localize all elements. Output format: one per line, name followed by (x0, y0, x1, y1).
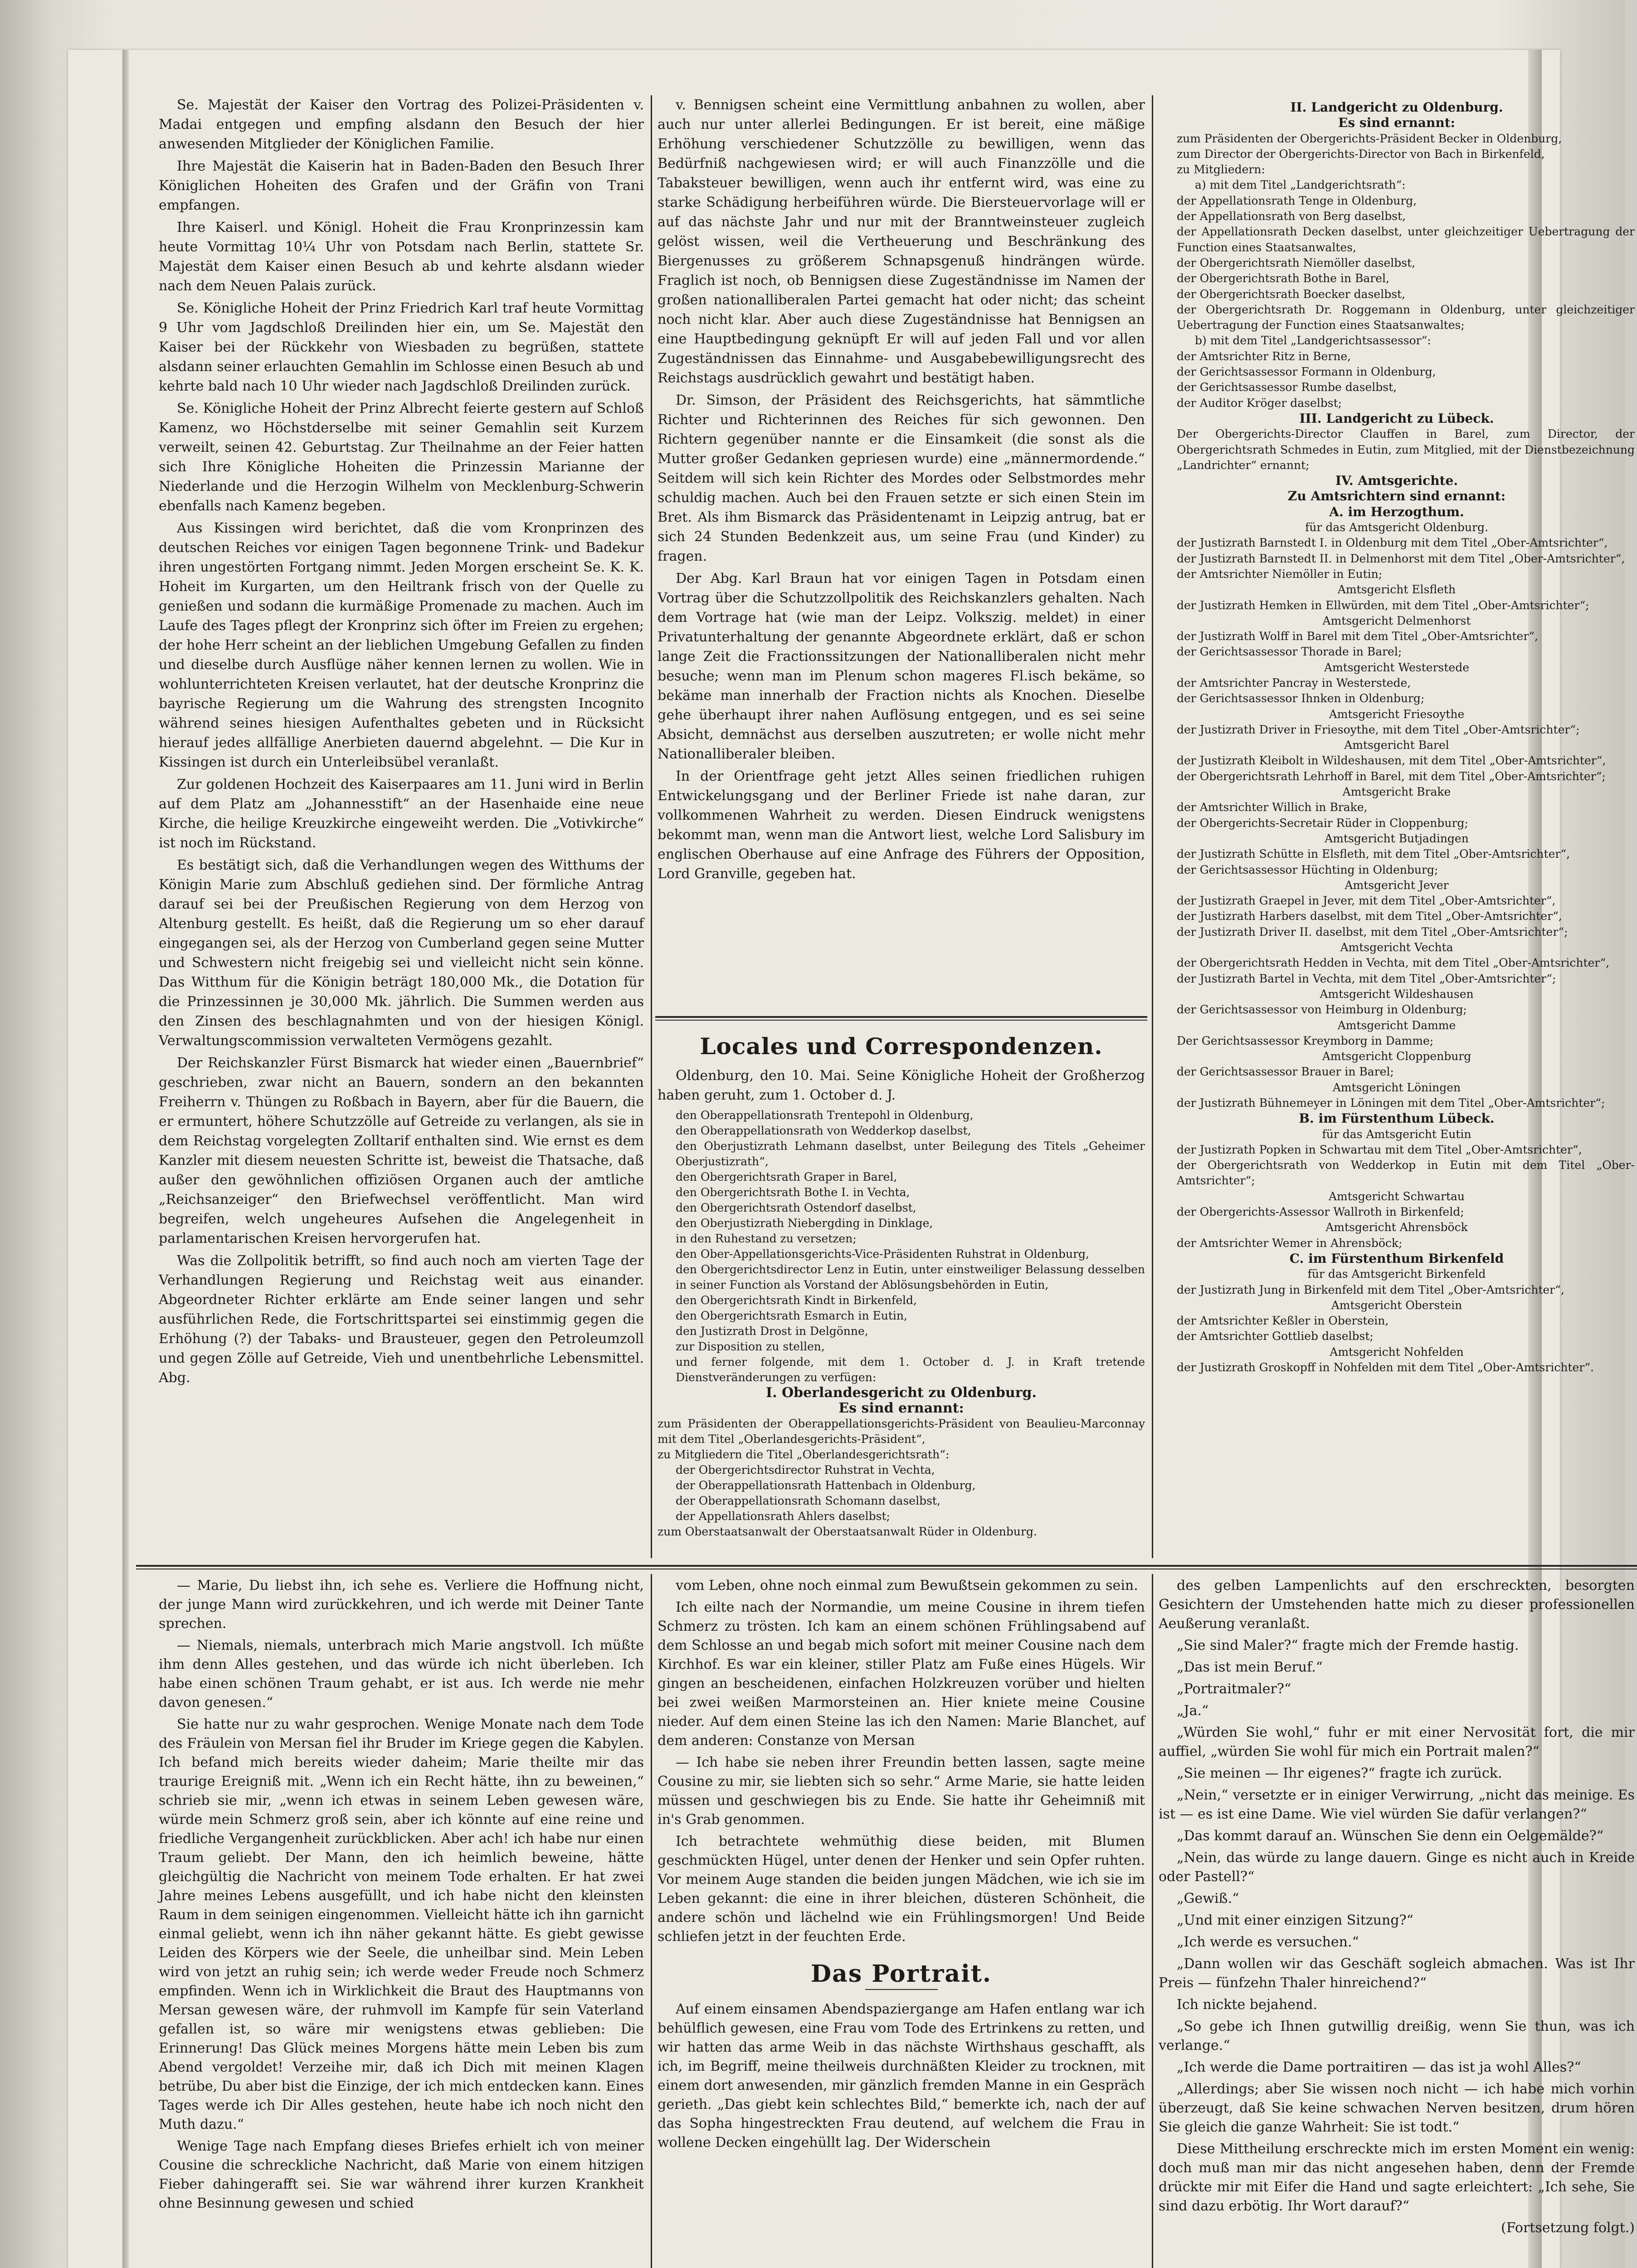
news-paragraph: Der Reichskanzler Fürst Bismarck hat wieder einen „Bauernbrief“ geschrieben, zwar nicht an Bauern, sondern an den bekannten Freiherrn v. Thüngen zu Roßbach in Bayern, aber für die Bauern, die er ermuntert, höhere Schutzzölle auf Getreide zu verlangen, als sie in dem Reichstag vorgelegten Zolltarif enthalten sind. Wie ernst es dem Kanzler mit diesem neuesten Schritte ist, beweist die Thatsache, daß außer den gewöhnlichen offiziösen Organen auch der amtliche „Reichsanzeiger“ den Briefwechsel veröffentlicht. Man wird begreifen, welch ungeheures Aufsehen die Angelegenheit in parlamentarischen Kreisen hervorgerufen hat. (159, 1055, 644, 1246)
feuilleton-paragraph: „Das ist mein Beruf.“ (1177, 1659, 1323, 1675)
appointment-line: Amtsgericht Jever (1345, 878, 1449, 892)
appointment-line: den Obergerichtsrath Bothe I. in Vechta, (676, 1186, 910, 1199)
appointment-line: der Oberappellationsrath Hattenbach in Oldenburg, (676, 1479, 976, 1492)
feuilleton-paragraph: — Ich habe sie neben ihrer Freundin betten lassen, sagte meine Cousine zu mir, sie liebten sich so sehr.“ Arme Marie, sie hatte leiden müssen und geschwiegen bis zu Ende. Sie hatte ihr Geheimniß mit in's Grab genommen. (658, 1755, 1145, 1828)
appointment-line: der Obergerichts-Assessor Wallroth in Birkenfeld; (1177, 1205, 1464, 1219)
news-paragraph: Se. Königliche Hoheit der Prinz Albrecht feierte gestern auf Schloß Kamenz, wo Höchstderselbe mit seiner Gemahlin seit Kurzem verweilt, seinen 42. Geburtstag. Zur Theilnahme an der Feier hatten sich Ihre Königliche Hoheiten die Prinzessin Marianne der Niederlande und die Herzogin Wilhelm von Mecklenburg-Schwerin ebenfalls nach Kamenz begeben. (159, 401, 644, 514)
news-paragraph: Se. Majestät der Kaiser den Vortrag des Polizei-Präsidenten v. Madai entgegen und empfing alsdann den Besuch der hier anwesenden Mitglieder der Königlichen Familie. (159, 97, 644, 152)
appointment-line: den Oberappellationsrath von Wedderkop daselbst, (676, 1124, 971, 1137)
appointment-line: der Justizrath Bühnemeyer in Löningen mit dem Titel „Ober-Amtsrichter“; (1177, 1096, 1605, 1110)
feuilleton-paragraph: des gelben Lampenlichts auf den erschreckten, besorgten Gesichtern der Umstehenden hatte mich zu dieser professionellen Aeußerung veranlaßt. (1159, 1578, 1635, 1632)
appointment-line: den Oberjustizrath Lehmann daselbst, unter Beilegung des Titels „Geheimer Oberjustizrath“, (676, 1139, 1145, 1168)
appointment-line: Amtsgericht Butjadingen (1325, 831, 1469, 845)
locales-intro: Oldenburg, den 10. Mai. Seine Königliche Hoheit der Großherzog haben geruht, zum 1. October d. J. (658, 1068, 1145, 1103)
appointment-line: Amtsgericht Elsfleth (1337, 583, 1456, 596)
appointment-line: Amtsgericht Cloppenburg (1322, 1050, 1471, 1063)
appointment-line: der Justizrath Schütte in Elsfleth, mit dem Titel „Ober-Amtsrichter“, (1177, 847, 1570, 861)
news-paragraph: Ihre Majestät die Kaiserin hat in Baden-Baden den Besuch Ihrer Königlichen Hoheiten des Grafen und der Gräfin von Trani empfangen. (159, 158, 644, 213)
appointment-line: der Obergerichts-Secretair Rüder in Cloppenburg; (1177, 816, 1468, 830)
feuilleton-paragraph: Diese Mittheilung erschreckte mich im ersten Moment ein wenig: doch muß man mir das nicht angesehen haben, denn der Fremde drückte mir mit Eifer die Hand und sagte erleichtert: „Ich sehe, Sie sind dazu erbötig. Ihr Wort darauf?“ (1159, 2141, 1635, 2214)
appointment-line: C. im Fürstenthum Birkenfeld (1289, 1251, 1504, 1266)
appointment-line: a) mit dem Titel „Landgerichtsrath“: (1195, 178, 1406, 192)
appointment-line: der Appellationsrath Tenge in Oldenburg, (1177, 194, 1417, 207)
feuilleton-column-2-text (658, 1576, 1145, 1946)
locales-list (658, 1108, 1145, 1540)
appointment-line: der Justizrath Popken in Schwartau mit dem Titel „Ober-Amtsrichter“, (1177, 1143, 1582, 1156)
appointment-line: Zu Amtsrichtern sind ernannt: (1287, 489, 1506, 504)
column-divider-4 (1152, 1574, 1153, 2268)
appointment-line: Amtsgericht Brake (1342, 785, 1451, 799)
feuilleton-paragraph: „Ich werde es versuchen.“ (1177, 1934, 1359, 1950)
appointment-line: der Appellationsrath Decken daselbst, unter gleichzeitiger Uebertragung der Function eines Staatsanwaltes, (1177, 225, 1635, 254)
appointment-line: A. im Herzogthum. (1329, 504, 1464, 519)
appointment-line: I. Oberlandesgericht zu Oldenburg. (766, 1385, 1037, 1401)
appointment-line: III. Landgericht zu Lübeck. (1299, 411, 1494, 426)
appointment-line: der Gerichtsassessor Brauer in Barel; (1177, 1065, 1394, 1079)
portrait-heading: Das Portrait. (811, 1960, 992, 1988)
portrait-heading-rule (865, 1989, 938, 1990)
column-divider-2 (1152, 95, 1153, 1558)
feuilleton-rule (136, 1565, 1637, 1567)
appointment-line: Amtsgericht Barel (1344, 738, 1449, 752)
appointment-line: der Justizrath Bartel in Vechta, mit dem Titel „Ober-Amtsrichter“; (1177, 972, 1556, 985)
appointment-line: zu Mitgliedern: (1177, 163, 1265, 176)
feuilleton-paragraph: „Und mit einer einzigen Sitzung?“ (1177, 1912, 1413, 1928)
appointment-line: Es sind ernannt: (838, 1400, 964, 1416)
appointment-line: der Auditor Kröger daselbst; (1177, 396, 1342, 410)
appointment-line: der Justizrath Groskopff in Nohfelden mit dem Titel „Ober-Amtsrichter“. (1177, 1361, 1594, 1374)
appointment-line: zum Präsidenten der Oberappellationsgerichts-Präsident von Beaulieu-Marconnay mit dem Titel „Oberlandesgerichts-Präsident“, (658, 1417, 1145, 1446)
appointment-line: der Amtsrichter Keßler in Oberstein, (1177, 1314, 1389, 1328)
feuilleton-paragraph: — Niemals, niemals, unterbrach mich Marie angstvoll. Ich müßte ihm denn Alles gestehen, und das würde ich nicht überleben. Ich habe einen schönen Traum gehabt, er ist aus. Ich werde nie mehr davon genesen.“ (159, 1637, 644, 1711)
news-paragraph: In der Orientfrage geht jetzt Alles seinen friedlichen ruhigen Entwickelungsgang und der Berliner Friede ist nahe daran, zur vollkommenen Wahrheit zu werden. Diesen Eindruck wenigstens bekommt man, wenn man die Antwort liest, welche Lord Salisbury im englischen Oberhause auf eine Anfrage des Führers der Opposition, Lord Granville, gegeben hat. (658, 768, 1145, 882)
feuilleton-paragraph: „Dann wollen wir das Geschäft sogleich abmachen. Was ist Ihr Preis — fünfzehn Thaler hinreichend?“ (1159, 1956, 1635, 1991)
feuilleton-paragraph: „Würden Sie wohl,“ fuhr er mit einer Nervosität fort, die mir auffiel, „würden Sie wohl für mich ein Portrait malen?“ (1159, 1725, 1635, 1760)
appointment-line: für das Amtsgericht Eutin (1322, 1127, 1471, 1141)
news-paragraph: Ihre Kaiserl. und Königl. Hoheit die Frau Kronprinzessin kam heute Vormittag 10¼ Uhr von Potsdam nach Berlin, stattete Sr. Majestät dem Kaiser einen Besuch ab und kehrte alsdann wieder nach dem Neuen Palais zurück. (159, 220, 644, 294)
locales-heading: Locales und Correspondenzen. (700, 1033, 1103, 1060)
appointment-line: der Obergerichtsrath Hedden in Vechta, mit dem Titel „Ober-Amtsrichter“, (1177, 956, 1610, 970)
appointment-line: der Obergerichtsdirector Ruhstrat in Vechta, (676, 1463, 935, 1476)
appointment-line: IV. Amtsgerichte. (1335, 473, 1458, 489)
feuilleton-paragraph: — Marie, Du liebst ihn, ich sehe es. Verliere die Hoffnung nicht, der junge Mann wird zurückkehren, und ich werde mit Deiner Tante sprechen. (159, 1578, 644, 1632)
feuilleton-paragraph: „Nein,“ versetzte er in einiger Verwirrung, „nicht das meinige. Es ist — es ist eine Dame. Wie viel würden Sie dafür verlangen?“ (1159, 1787, 1635, 1822)
appointment-line: für das Amtsgericht Birkenfeld (1307, 1267, 1486, 1281)
appointment-line: der Obergerichtsrath Lehrhoff in Barel, mit dem Titel „Ober-Amtsrichter“; (1177, 769, 1606, 783)
appointment-line: zum Director der Obergerichts-Director von Bach in Birkenfeld, (1177, 147, 1545, 161)
feuilleton-paragraph: (Fortsetzung folgt.) (1501, 2220, 1635, 2236)
appointment-line: der Amtsrichter Wemer in Ahrensböck; (1177, 1236, 1403, 1250)
appointment-line: Amtsgericht Oberstein (1331, 1298, 1462, 1312)
appointment-line: der Justizrath Jung in Birkenfeld mit dem Titel „Ober-Amtsrichter“, (1177, 1283, 1564, 1296)
news-paragraph: Zur goldenen Hochzeit des Kaiserpaares am 11. Juni wird in Berlin auf dem Platz am „Johannesstift“ an der Hasenhaide eine neue Kirche, die heilige Kreuzkirche eingeweiht werden. Die „Votivkirche“ ist noch im Rückstand. (159, 777, 644, 851)
appointment-line: II. Landgericht zu Oldenburg. (1290, 100, 1503, 115)
appointment-line: der Amtsrichter Ritz in Berne, (1177, 349, 1351, 363)
appointment-line: Amtsgericht Ahrensböck (1325, 1221, 1468, 1234)
appointment-line: der Justizrath Harbers daselbst, mit dem Titel „Ober-Amtsrichter“, (1177, 909, 1562, 923)
appointment-line: und ferner folgende, mit dem 1. October d. J. in Kraft tretende Dienstveränderungen zu verfügen: (676, 1355, 1145, 1384)
feuilleton-paragraph: Wenige Tage nach Empfang dieses Briefes erhielt ich von meiner Cousine die schreckliche Nachricht, daß Marie von einem hitzigen Fieber dahingerafft sei. Sie war während ihrer kurzen Krankheit ohne Besinnung gewesen und schied (159, 2138, 644, 2211)
appointment-line: der Obergerichtsrath Bothe in Barel, (1177, 272, 1389, 285)
feuilleton-paragraph: „Sie meinen — Ihr eigenes?“ fragte ich zurück. (1177, 1765, 1502, 1781)
locales-top-rule (655, 1016, 1147, 1018)
appointment-line: zur Disposition zu stellen, (676, 1340, 825, 1353)
feuilleton-paragraph: „Ja.“ (1177, 1703, 1209, 1719)
appointment-line: b) mit dem Titel „Landgerichtsassessor“: (1195, 334, 1431, 347)
appointment-line: der Obergerichtsrath Niemöller daselbst, (1177, 256, 1416, 269)
feuilleton-column-1 (159, 1576, 644, 2268)
appointment-line: Amtsgericht Delmenhorst (1322, 614, 1471, 627)
appointment-line: zum Präsidenten der Obergerichts-Präsident Becker in Oldenburg, (1177, 132, 1562, 145)
appointment-line: B. im Fürstenthum Lübeck. (1299, 1111, 1495, 1126)
court-appointments-column (1159, 100, 1635, 1558)
appointment-line: der Gerichtsassessor von Heimburg in Oldenburg; (1177, 1003, 1467, 1017)
appointment-line: der Appellationsrath von Berg daselbst, (1177, 210, 1406, 223)
news-column-2 (658, 95, 1145, 1012)
appointment-line: der Oberappellationsrath Schomann daselbst, (676, 1494, 940, 1507)
appointment-line: den Obergerichtsrath Esmarch in Eutin, (676, 1309, 907, 1322)
appointment-line: Der Gerichtsassessor Kreymborg in Damme; (1177, 1034, 1434, 1047)
feuilleton-paragraph: Sie hatte nur zu wahr gesprochen. Wenige Monate nach dem Tode des Fräulein von Mersan fiel ihr Bruder im Kriege gegen die Kabylen. Ich befand mich bereits wieder daheim; Marie theilte mir das traurige Ereigniß mit. „Wenn ich ein Recht hätte, ihn zu beweinen,“ schrieb sie mir, „wenn ich etwas in seinem Leben gewesen wäre, würde mein Schmerz groß sein, aber ich könnte auf eine reine und friedliche Vergangenheit zurückblicken. Aber ach! ich habe nur einen Traum geliebt. Der Mann, den ich heimlich beweine, hätte gleichgültig die Nachricht von meinem Tode erhalten. Er hat zwei Jahre meines Lebens ausgefüllt, und ich habe nicht den kleinsten Raum in dem seinigen eingenommen. Vielleicht hätte ich ihn garnicht einmal geliebt, wenn ich ihn näher gekannt hätte. Es giebt gewisse Leiden des Körpers wie der Seele, die unheilbar sind. Mein Leben wird von jetzt an ruhig sein; ich werde weder Freude noch Schmerz empfinden. Wenn ich in Wirklichkeit die Braut des Hauptmanns von Mersan gewesen wäre, der ruhmvoll im Kampfe für sein Vaterland gefallen ist, so wäre mir wenigstens etwas geblieben: Die Erinnerung! Das Glück meines Morgens hätte mein Leben bis zum Abend vergoldet! Verzeihe mir, daß ich Dich mit meinen Klagen betrübe, Du aber bist die Einzige, der ich mich entdecken kann. Eines Tages werde ich Dir Alles gestehen, heute habe ich noch nicht den Muth dazu.“ (159, 1716, 644, 2132)
appointment-line: der Justizrath Wolff in Barel mit dem Titel „Ober-Amtsrichter“, (1177, 630, 1539, 643)
feuilleton-paragraph: Ich betrachtete wehmüthig diese beiden, mit Blumen geschmückten Hügel, unter denen der Henker und sein Opfer ruhten. Vor meinem Auge standen die beiden jungen Mädchen, wie ich sie im Leben gekannt: die eine in ihrer bleichen, düsteren Schönheit, die andere schön und lächelnd wie ein Frühlingsmorgen! Und Beide schliefen jetzt in der feuchten Erde. (658, 1833, 1145, 1945)
locales-top-rule-2 (655, 1020, 1147, 1021)
appointment-line: der Gerichtsassessor Formann in Oldenburg, (1177, 365, 1436, 379)
appointment-line: der Amtsrichter Gottlieb daselbst; (1177, 1330, 1374, 1343)
portrait-paragraph: Auf einem einsamen Abendspaziergange am Hafen entlang war ich behülflich gewesen, eine Frau vom Tode des Ertrinkens zu retten, und wir hatten das arme Weib in das nächste Wirthshaus geschafft, als ich, im Begriff, meine theilweis durchnäßten Kleider zu trocknen, mit einem dort anwesenden, mir gänzlich fremden Manne in ein Gespräch gerieth. „Das giebt kein schlechtes Bild,“ bemerkte ich, nach der auf das Sopha hingestreckten Frau deutend, auf welchem die Frau in wollene Decken eingehüllt lag. Der Widerschein (658, 2001, 1145, 2151)
appointment-line: der Appellationsrath Ahlers daselbst; (676, 1510, 890, 1523)
appointment-line: der Obergerichtsrath von Wedderkop in Eutin mit dem Titel „Ober-Amtsrichter“; (1177, 1158, 1635, 1188)
appointment-line: der Amtsrichter Niemöller in Eutin; (1177, 567, 1383, 581)
appointment-line: Der Obergerichts-Director Clauffen in Barel, zum Director, der Obergerichtsrath Schmedes in Eutin, zum Mitglied, mit der Dienstbezeichnung „Landrichter“ ernannt; (1177, 427, 1635, 472)
appointment-line: zum Oberstaatsanwalt der Oberstaatsanwalt Rüder in Oldenburg. (658, 1525, 1037, 1538)
news-paragraph: Se. Königliche Hoheit der Prinz Friedrich Karl traf heute Vormittag 9 Uhr vom Jagdschloß Dreilinden hier ein, um Se. Majestät den Kaiser bei der Rückkehr von Wiesbaden zu begrüßen, stattete alsdann seiner erlauchten Gemahlin im Schlosse einen Besuch ab und kehrte bald nach 10 Uhr wieder nach Jagdschloß Dreilinden zurück. (159, 300, 644, 394)
news-column-1 (159, 95, 644, 1560)
appointment-line: der Amtsrichter Pancray in Westerstede, (1177, 676, 1411, 689)
appointment-line: den Oberappellationsrath Trentepohl in Oldenburg, (676, 1109, 974, 1122)
feuilleton-paragraph: vom Leben, ohne noch einmal zum Bewußtsein gekommen zu sein. (676, 1578, 1138, 1593)
column-divider-3 (651, 1574, 652, 2268)
appointment-line: der Obergerichtsrath Dr. Roggemann in Oldenburg, unter gleichzeitiger Uebertragung der Function eines Staatsanwaltes; (1177, 303, 1635, 332)
appointment-line: Amtsgericht Vechta (1340, 941, 1453, 954)
appointment-line: zu Mitgliedern die Titel „Oberlandesgerichtsrath“: (658, 1448, 950, 1461)
appointment-line: den Obergerichtsrath Ostendorf daselbst, (676, 1201, 916, 1214)
news-paragraph: Dr. Simson, der Präsident des Reichsgerichts, hat sämmtliche Richter und Richterinnen des Reiches für sich gewonnen. Den Richtern gegenüber nannte er die Einsamkeit (die sonst als die Mutter großer Gedanken gepriesen wurde) eine „männermordende.“ Seitdem will sich kein Richter des Mordes oder Selbstmordes mehr schuldig machen. Auch bei den Frauen setzte er sich einen Stein im Bret. Als ihm Bismarck das Präsidentenamt in Leipzig antrug, bat er sich 24 Stunden Bedenkzeit aus, um seine Frau (und Kinder) zu fragen. (658, 392, 1145, 564)
appointment-line: Amtsgericht Damme (1337, 1018, 1456, 1032)
appointment-line: der Gerichtsassessor Thorade in Barel; (1177, 645, 1402, 659)
feuilleton-paragraph: „Portraitmaler?“ (1177, 1681, 1291, 1697)
appointment-line: den Obergerichtsrath Kindt in Birkenfeld, (676, 1294, 917, 1307)
appointment-line: der Justizrath Driver in Friesoythe, mit dem Titel „Ober-Amtsrichter“; (1177, 723, 1580, 736)
feuilleton-paragraph: „Ich werde die Dame portraitiren — das ist ja wohl Alles?“ (1177, 2059, 1581, 2075)
appointment-line: der Obergerichtsrath Boecker daselbst, (1177, 287, 1406, 301)
appointment-line: Amtsgericht Löningen (1332, 1080, 1461, 1094)
page-edge-left (122, 50, 129, 2268)
locales-section (658, 1025, 1145, 1560)
appointment-line: den Oberjustizrath Niebergding in Dinklage, (676, 1217, 933, 1230)
feuilleton-paragraph: Ich eilte nach der Normandie, um meine Cousine in ihrem tiefen Schmerz zu trösten. Ich kam an einem schönen Frühlingsabend auf dem Schlosse an und begab mich sofort mit meiner Cousine nach dem Kirchhof. Es war ein kleiner, stiller Platz am Fuße eines Hügels. Wir gingen an bescheidenen, einfachen Holzkreuzen vorüber und hielten bei zwei weißen Marmorsteinen an. Hier kniete meine Cousine nieder. Auf dem einen Steine las ich den Namen: Marie Blanchet, auf dem anderen: Constanze von Mersan (658, 1599, 1145, 1749)
feuilleton-paragraph: „Das kommt darauf an. Wünschen Sie denn ein Oelgemälde?“ (1177, 1828, 1604, 1844)
feuilleton-paragraph: „So gebe ich Ihnen gutwillig dreißig, wenn Sie thun, was ich verlange.“ (1159, 2019, 1635, 2053)
column-divider-1 (651, 95, 652, 1558)
feuilleton-column-2 (658, 1576, 1145, 2268)
feuilleton-paragraph: Ich nickte bejahend. (1177, 1997, 1318, 2013)
appointment-line: der Justizrath Graepel in Jever, mit dem Titel „Ober-Amtsrichter“, (1177, 894, 1556, 908)
news-paragraph: v. Bennigsen scheint eine Vermittlung anbahnen zu wollen, aber auch nur unter allerlei Bedingungen. Er ist bereit, eine mäßige Erhöhung verschiedener Schutzzölle zu bewilligen, wenn das Bedürfniß nachgewiesen wird; er will auch Finanzzölle und die Tabaksteuer bewilligen, wenn auch ihr entfernt wird, was eine zu starke Schädigung herbeiführen würde. Die Biersteuervorlage will er auf das nächste Jahr und nur mit der Branntweinsteuer zugleich gelöst wissen, weil die Vertheuerung und Beschränkung des Biergenusses zu größerem Schnapsgenuß hindrängen würde. Fraglich ist noch, ob Bennigsen diese Zugeständnisse im Namen der großen nationalliberalen Partei gemacht hat oder nicht; das scheint noch nicht klar. Aber auch diese Zugeständnisse hat Bennigsen an eine Hauptbedingung geknüpft Er will auf jeden Fall und vor allen Zugeständnissen das Einnahme- und Ausgabebewilligungsrecht des Reichstags ausdrücklich gewahrt und bestätigt haben. (658, 97, 1145, 386)
appointment-line: den Obergerichtsrath Graper in Barel, (676, 1170, 897, 1183)
appointment-line: der Justizrath Kleibolt in Wildeshausen, mit dem Titel „Ober-Amtsrichter“, (1177, 754, 1606, 767)
appointment-line: Amtsgericht Friesoythe (1329, 707, 1465, 721)
appointment-line: der Gerichtsassessor Ihnken in Oldenburg; (1177, 692, 1425, 705)
appointment-line: Es sind ernannt: (1338, 115, 1455, 131)
appointment-line: den Obergerichtsdirector Lenz in Eutin, unter einstweiliger Belassung desselben in seiner Function als Vorstand der Ablösungsbehörden in Eutin, (676, 1263, 1145, 1291)
appointment-line: der Amtsrichter Willich in Brake, (1177, 801, 1368, 814)
appointment-line: in den Ruhestand zu versetzen; (676, 1232, 857, 1245)
news-paragraph: Es bestätigt sich, daß die Verhandlungen wegen des Witthums der Königin Marie zum Abschluß gediehen sind. Der förmliche Antrag darauf sei bei der Preußischen Regierung von dem Herzog von Altenburg gestellt. Es heißt, daß die Regierung um so eher darauf eingegangen sei, als der Herzog von Cumberland gegen seine Mutter und Schwestern nicht freigebig sei und vielleicht nicht sein könne. Das Witthum für die Königin beträgt 180,000 Mk., die Dotation für die Prinzessinnen je 30,000 Mk. jährlich. Die Summen werden aus den Zinsen des beschlagnahmten und von der hiesigen Königl. Verwaltungscommission verwalteten Vermögens gezahlt. (159, 857, 644, 1049)
feuilleton-paragraph: „Gewiß.“ (1177, 1891, 1239, 1906)
news-paragraph: Der Abg. Karl Braun hat vor einigen Tagen in Potsdam einen Vortrag über die Schutzzollpolitik des Reichskanzlers gehalten. Nach dem Vortrage hat (wie man der Leipz. Volkszig. meldet) in einer Privatunterhaltung der genannte Abgeordnete erklärt, daß er schon lange Zeit die Fractionssitzungen der Nationalliberalen nicht mehr besuche; wenn man im Plenum schon mageres Fl.isch bekäme, so bekäme man innerhalb der Fraction nichts als Knochen. Dieselbe gehe überhaupt ihrer nahen Auflösung entgegen, und es sei seine Absicht, demnächst aus derselben auszutreten; er wolle nicht mehr Nationalliberaler bleiben. (658, 571, 1145, 762)
appointment-line: den Justizrath Drost in Delgönne, (676, 1325, 868, 1338)
appointment-line: der Justizrath Barnstedt I. in Oldenburg mit dem Titel „Ober-Amtsrichter“, (1177, 536, 1608, 550)
newspaper-page (68, 50, 1635, 2268)
news-paragraph: Aus Kissingen wird berichtet, daß die vom Kronprinzen des deutschen Reiches vor einigen Tagen begonnene Trink- und Badekur ihren ungestörten Fortgang nimmt. Jeden Morgen erscheint Se. K. K. Hoheit im Kurgarten, um den Heiltrank frisch von der Quelle zu genießen und sodann die kurmäßige Promenade zu machen. Auch im Laufe des Tages pflegt der Kronprinz sich öfter im Freien zu ergehen; der hohe Herr scheint an der lieblichen Umgebung Gefallen zu finden und dieselbe durch Ausflüge näher kennen lernen zu wollen. Wie in wohlunterrichteten Kreisen verlautet, hat der deutsche Kronprinz die bayrische Regierung um die Wahrung des strengsten Incognito während seines hiesigen Aufenthaltes gebeten und in Rücksicht hierauf jedes allfällige Anerbieten dauernd abgelehnt. — Die Kur in Kissingen ist durch ein Unterleibsübel veranlaßt. (159, 520, 644, 770)
news-paragraph: Was die Zollpolitik betrifft, so find auch noch am vierten Tage der Verhandlungen Regierung und Reichstag weit aus einander. Abgeordneter Richter erklärte am Ende seiner langen und sehr ausführlichen Rede, die Fortschrittspartei sei einstimmig gegen die Erhöhung (?) der Tabaks- und Brausteuer, gegen den Petroleumzoll und gegen Zölle auf Getreide, Vieh und unentbehrliche Lebensmittel. Abg. (159, 1253, 644, 1386)
appointment-line: der Justizrath Hemken in Ellwürden, mit dem Titel „Ober-Amtsrichter“; (1177, 598, 1589, 612)
feuilleton-paragraph: „Sie sind Maler?“ fragte mich der Fremde hastig. (1177, 1637, 1519, 1653)
appointment-line: Amtsgericht Wildeshausen (1320, 987, 1474, 1001)
feuilleton-paragraph: „Allerdings; aber Sie wissen noch nicht — ich habe mich vorhin überzeugt, daß Sie keine schwachen Nerven besitzen, drum hören Sie gleich die ganze Wahrheit: Sie ist todt.“ (1159, 2081, 1635, 2135)
appointment-line: der Gerichtsassessor Rumbe daselbst, (1177, 381, 1397, 394)
feuilleton-paragraph: „Nein, das würde zu lange dauern. Ginge es nicht auch in Kreide oder Pastell?“ (1159, 1850, 1635, 1885)
appointment-line: der Justizrath Barnstedt II. in Delmenhorst mit dem Titel „Ober-Amtsrichter“, (1177, 552, 1625, 565)
appointment-line: Amtsgericht Westerstede (1324, 660, 1470, 674)
feuilleton-column-3 (1159, 1576, 1635, 2268)
appointment-line: den Ober-Appellationsgerichts-Vice-Präsidenten Ruhstrat in Oldenburg, (676, 1247, 1089, 1261)
appointment-line: für das Amtsgericht Oldenburg. (1305, 521, 1488, 534)
portrait-text (658, 2000, 1145, 2152)
appointment-line: Amtsgericht Schwartau (1328, 1189, 1465, 1203)
appointment-line: der Justizrath Driver II. daselbst, mit dem Titel „Ober-Amtsrichter“; (1177, 925, 1568, 938)
appointment-line: Amtsgericht Nohfelden (1330, 1345, 1464, 1359)
appointment-line: der Gerichtsassessor Hüchting in Oldenburg; (1177, 863, 1438, 876)
